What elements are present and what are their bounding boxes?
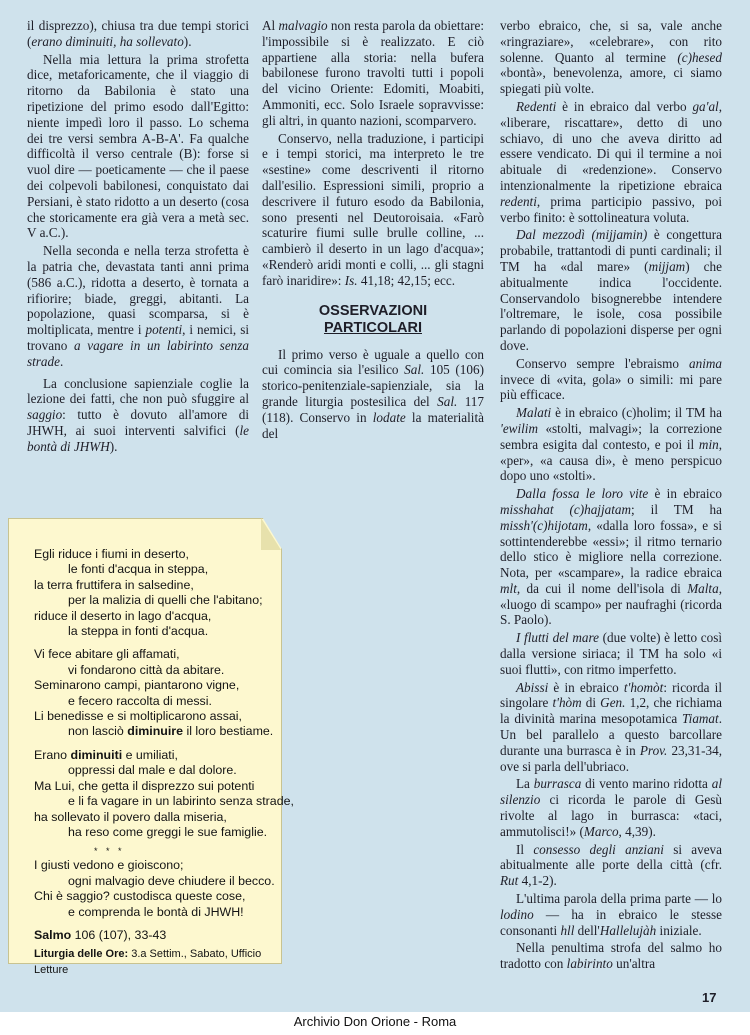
stanza-2 (34, 647, 274, 739)
paragraph: I flutti del mare (due volte) è letto così dalla versione siriaca; il TM ha solo «i suoi flutti», con ritmo imperfetto. (500, 630, 722, 677)
paragraph: L'ultima parola della prima parte — lo lodino — ha in ebraico le stesse consonanti hll dell'Hallelujàh iniziale. (500, 891, 722, 938)
paragraph: Dalla fossa le loro vite è in ebraico misshahat (c)hajjatam; il TM ha missh'(c)hijotam, «dalla loro fossa», e si sottintenderebbe «essi»; il ritmo ternario dello stico è migliore nella correzione. Nota, per «scampare», la radice ebraica mlt, da cui il nome dell'isola di Malta, «luogo di scampo» per naufraghi (ricorda S. Paolo). (500, 486, 722, 628)
archive-footer: Archivio Don Orione - Roma (0, 1012, 750, 1035)
poem-line: le fonti d'acqua in steppa, (68, 562, 209, 577)
poem-line: Li benedisse e si moltiplicarono assai, (34, 709, 242, 724)
psalm-source: Salmo 106 (107), 33-43 (34, 927, 167, 942)
text-column-2 (262, 18, 484, 443)
poem-line: Ma Lui, che getta il disprezzo sui potenti (34, 778, 255, 793)
poem-line: la steppa in fonti d'acqua. (68, 624, 209, 639)
poem-line: Erano diminuiti e umiliati, (34, 747, 178, 762)
poem-line: la terra fruttifera in salsedine, (34, 577, 194, 592)
poem-line: ha reso come greggi le sue famiglie. (68, 824, 268, 839)
paragraph: Conservo sempre l'ebraismo anima invece di «vita, gola» o simili: mi pare più efficace. (500, 355, 722, 403)
paragraph: Redenti è in ebraico dal verbo ga'al, «liberare, riscattare», detto di uno schiavo, di uno che aveva diritto ad essere vendicato. Di qui il termine a noi abituale di «redenzione». Conservo intenzionalmente la ripetizione ebraica redenti, prima participio passivo, poi verbo finito: è sottolineatura voluta. (500, 98, 722, 225)
page-number: 17 (702, 990, 717, 1005)
paragraph: Il primo verso è uguale a quello con cui comincia sia l'esilico Sal. 105 (106) storico-penitenziale-sapienziale, sia la grande liturgia postesilica del Sal. 117 (118). Conservo in lodate la materialità del (262, 346, 484, 441)
paragraph: La conclusione sapienziale coglie la lezione dei fatti, che non può sfuggire al saggio: tutto è dovuto all'amore di JHWH, ai suoi interventi salvifici (le bontà di JHWH). (27, 375, 249, 454)
liturgy-reference: Liturgia delle Ore: 3.a Settim., Sabato, Ufficio Letture (34, 948, 262, 976)
poem-line: riduce il deserto in lago d'acqua, (34, 608, 212, 623)
text-column-3 (500, 18, 722, 974)
poem-line: ha sollevato il povero dalla miseria, (34, 809, 227, 824)
poem-line: e comprenda le bontà di JHWH! (68, 904, 244, 919)
paragraph: Al malvagio non resta parola da obiettare: l'impossibile si è realizzato. E ciò appartiene alla storia: nella bufera babilonese furono travolti tutti i popoli del vicino Oriente: Edomiti, Moabiti, Ammoniti, ecc. Solo Israele sopravvisse: gli altri, in quanto nazioni, scomparvero. (262, 18, 484, 128)
poem-line: e li fa vagare in un labirinto senza strade, (68, 794, 294, 809)
paragraph: Malati è in ebraico (c)holim; il TM ha 'ewilim «stolti, malvagi»; la correzione sembra esigita dal contesto, e poi il min, «per», «a causa di», è meno perspicuo dopo uno «stolti». (500, 405, 722, 484)
psalm-text (34, 547, 294, 978)
paragraph: Conservo, nella traduzione, i participi e i tempi storici, ma interpreto le tre «sestine» come descriventi il ritorno dall'esilio. Espressioni simili, proprio a descrivere il futuro esodo da Babilonia, sono presenti nel Deutoroisaia. «Farò scaturire fiumi sulle brulle colline, ... cambierò il deserto in un lago d'acqua»; «Renderò aridi monti e colli, ... gli stagni farò inaridire»: Is. 41,18; 42,15; ecc. (262, 130, 484, 288)
poem-line: I giusti vedono e gioiscono; (34, 858, 184, 873)
paragraph: Nella seconda e nella terza strofetta è la patria che, devastata tanti anni prima (586 a.C.), ridotta a deserto, è tornata a rifiorire; biade, greggi, abitanti. La popolazione, quasi scomparsa, si è moltiplicata, mentre i potenti, i nemici, si trovano a vagare in un labirinto senza strade. (27, 243, 249, 369)
stanza-4 (34, 858, 274, 920)
paragraph: La burrasca di vento marino ridotta al silenzio ci ricorda le parole di Gesù rivolte al lago in burrasca: «taci, ammutolisci!» (Marco, 4,39). (500, 776, 722, 839)
poem-line: Vi fece abitare gli affamati, (34, 647, 180, 662)
paragraph: il disprezzo), chiusa tra due tempi storici (erano diminuiti, ha sollevato). (27, 18, 249, 49)
paragraph: Il consesso degli anziani si aveva abitualmente alle porte della città (cfr. Rut 4,1-2). (500, 841, 722, 889)
text-column-1 (27, 18, 249, 457)
stars-divider: * * * (94, 846, 125, 857)
poem-line: ogni malvagio deve chiudere il becco. (68, 873, 275, 888)
stanza-1 (34, 547, 274, 639)
section-heading: OSSERVAZIONI PARTICOLARI (318, 302, 428, 336)
poem-line: Seminarono campi, piantarono vigne, (34, 678, 240, 693)
paragraph: Nella mia lettura la prima strofetta dice, metaforicamente, che il viaggio di ritorno da Babilonia è stato una ripetizione del primo esodo dall'Egitto: niente impedì loro il passo. Lo schema dei tre versi sembra A-B-A'. Fa qualche difficoltà il verso centrale (B): forse si vuol dire — poeticamente — che il paese dei colpevoli babilonesi, conquistato dai Persiani, è stato ridotto a un deserto (cosa che storicamente era già vera a metà sec. V a.C.). (27, 51, 249, 241)
poem-line: Chi è saggio? custodisca queste cose, (34, 889, 246, 904)
paragraph: verbo ebraico, che, si sa, vale anche «ringraziare», «celebrare», con rito solenne. Quanto al termine (c)hesed «bontà», benevolenza, amore, ci siamo spiegati più volte. (500, 18, 722, 97)
stanza-3 (34, 747, 294, 840)
poem-line: Egli riduce i fiumi in deserto, (34, 547, 189, 561)
poem-line: oppressi dal male e dal dolore. (68, 763, 237, 778)
paragraph: Dal mezzodì (mijjamin) è congettura probabile, trattantodi di punti cardinali; il TM ha «dal mare» (mijjam) che abitualmente indica l'occidente. Conservandolo bisognerebbe intendere l'oltremare, le isole, cosa possibile parlando di popolazioni disperse per ogni dove. (500, 227, 722, 353)
paragraph: Abissi è in ebraico t'homòt: ricorda il singolare t'hòm di Gen. 1,2, che richiama la divinità marina mesopotamica Tiamat. Un bel parallelo a questo barcollare durante una burrasca è in Prov. 23,31-34, ove si parla dell'ubriaco. (500, 679, 723, 774)
paragraph: Nella penultima strofa del salmo ho tradotto con labirinto un'altra (500, 940, 722, 972)
poem-line: e fecero raccolta di messi. (68, 693, 212, 708)
poem-line: non lasciò diminuire il loro bestiame. (68, 724, 274, 739)
poem-line: vi fondarono città da abitare. (68, 662, 225, 677)
poem-line: per la malizia di quelli che l'abitano; (68, 593, 263, 608)
